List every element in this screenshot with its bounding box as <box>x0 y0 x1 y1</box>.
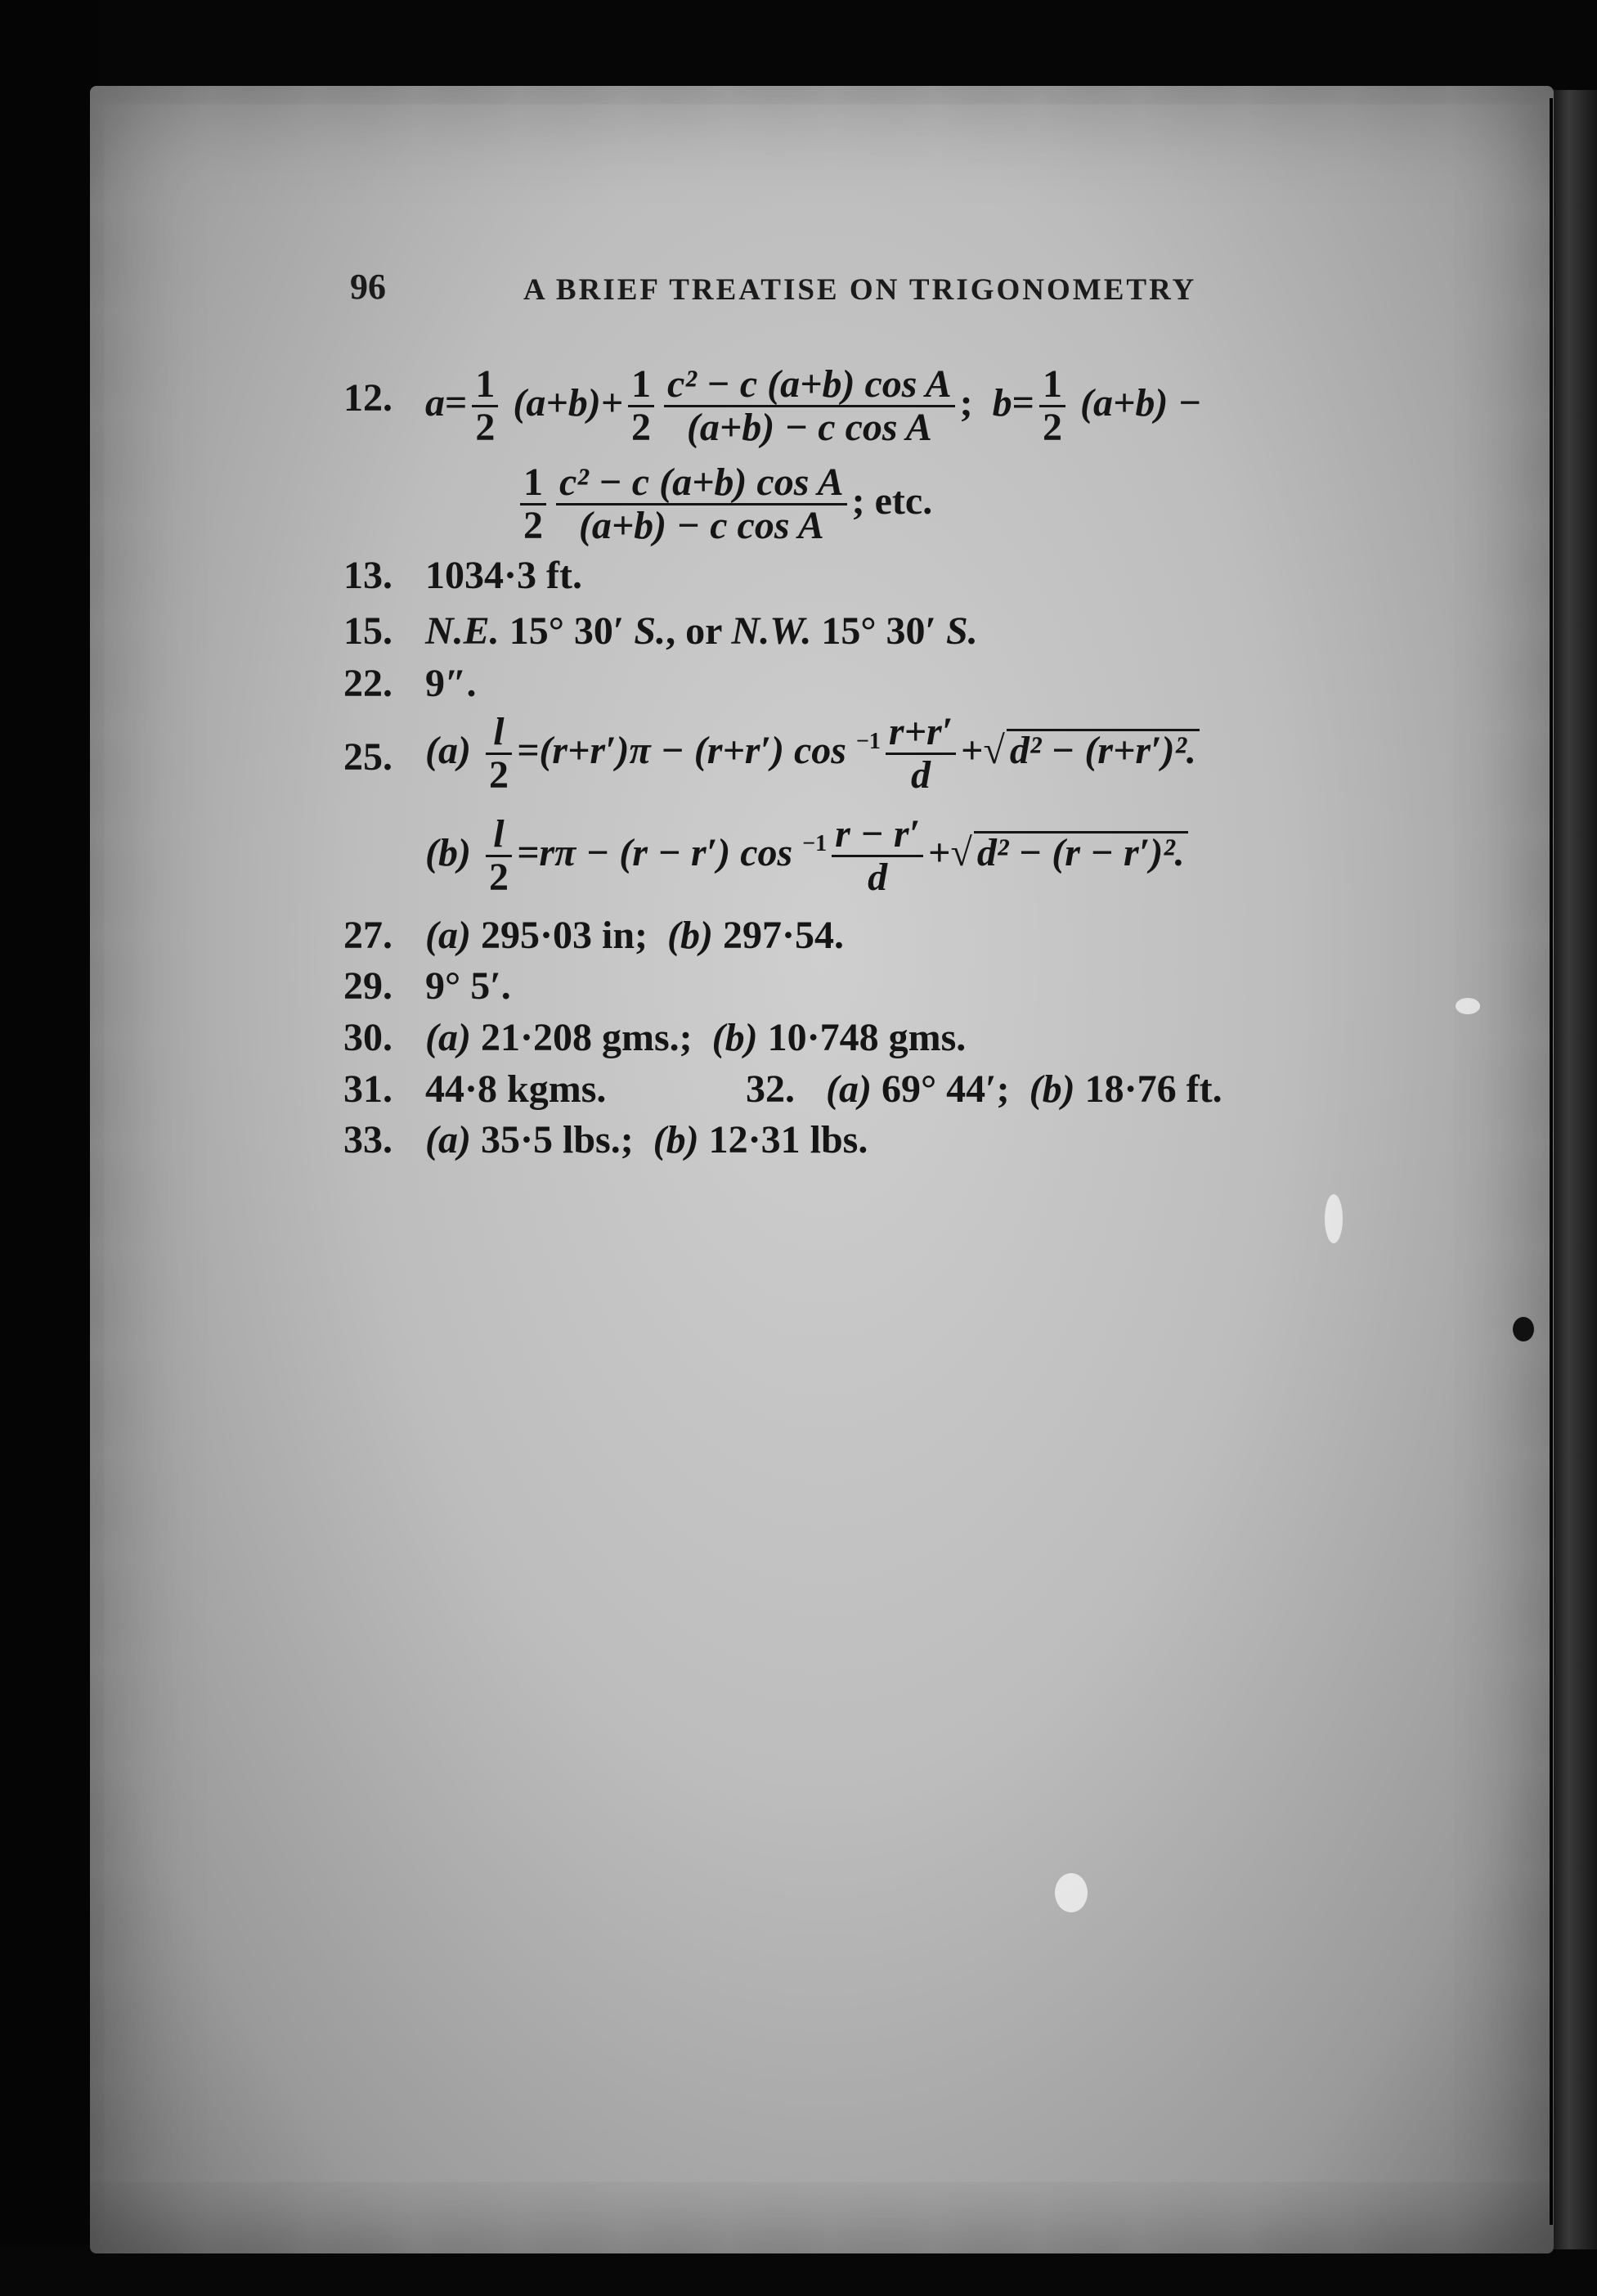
fraction-main: $\frac{\text{c² − c (a+b) cos A}}{\text{(a+b) − c cos A}}$ <box>664 364 955 449</box>
answer-text: (a) 295·03 in; (b) 297·54. <box>425 914 844 957</box>
answer-number: 22. <box>343 662 393 705</box>
fraction-l-over-2: $\frac{l}{2}$ <box>486 712 512 797</box>
answer-number: 13. <box>343 554 393 597</box>
scan-blot <box>1513 1317 1534 1341</box>
answer-number: 25. <box>343 735 393 779</box>
answer-number: 32. <box>746 1067 795 1111</box>
film-border-left <box>0 0 98 2296</box>
facing-page-edge <box>1554 90 1597 2249</box>
fraction-arccos-arg: $\frac{r - r'}{d}$ <box>832 814 923 899</box>
square-root: d² − (r+r′)². <box>1007 729 1200 771</box>
answer-text: (a) 35·5 lbs.; (b) 12·31 lbs. <box>425 1118 868 1161</box>
scan-speck <box>1325 1194 1343 1243</box>
fraction-half: $\frac{1}{2}$ <box>472 364 498 449</box>
answer-text: N.E. 15° 30′ S., or N.W. 15° 30′ S. <box>425 609 978 653</box>
scan-speck <box>1055 1873 1088 1912</box>
answer-number: 30. <box>343 1016 393 1059</box>
fraction-main: $\frac{\text{c² − c (a+b) cos A}}{\text{(a+b) − c cos A}}$ <box>556 462 847 547</box>
fraction-half: $\frac{1}{2}$ <box>628 364 654 449</box>
square-root: d² − (r − r′)². <box>974 831 1188 873</box>
answer-number: 12. <box>343 376 393 420</box>
page-edge-line <box>1550 98 1553 2225</box>
fraction-l-over-2: $\frac{l}{2}$ <box>486 814 512 899</box>
answer-text: 1034·3 ft. <box>425 554 582 597</box>
fraction-half: $\frac{1}{2}$ <box>1039 364 1065 449</box>
answer-number: 27. <box>343 914 393 957</box>
fraction-arccos-arg: $\frac{r+r'}{d}$ <box>886 712 956 797</box>
scan-speck <box>1456 998 1480 1014</box>
page-number: 96 <box>350 267 386 307</box>
answer-number: 15. <box>343 609 393 653</box>
answer-text: (a) 69° 44′; (b) 18·76 ft. <box>826 1067 1222 1111</box>
answer-text: 44·8 kgms. <box>425 1067 607 1111</box>
answer-number: 31. <box>343 1067 393 1111</box>
answer-text: 9° 5′. <box>425 964 511 1008</box>
answer-text: (a) 21·208 gms.; (b) 10·748 gms. <box>425 1016 967 1059</box>
answer-text: 9″. <box>425 662 477 705</box>
answer-12-expression: a= $\frac{1}{2}$ (a+b)+ $\frac{1}{2}$ $\frac{\text{c² − c (a+b) cos A}}{\text{(a+b) − c cos A}}$ ; b= $\frac{1}{2}$ (a+b) − <box>425 362 1202 450</box>
running-title: A BRIEF TREATISE ON TRIGONOMETRY <box>523 273 1197 307</box>
answer-number: 33. <box>343 1118 393 1161</box>
running-head <box>0 266 1597 315</box>
answer-number: 29. <box>343 964 393 1008</box>
fraction-half: $\frac{1}{2}$ <box>520 462 546 547</box>
film-border-top <box>0 0 1597 90</box>
